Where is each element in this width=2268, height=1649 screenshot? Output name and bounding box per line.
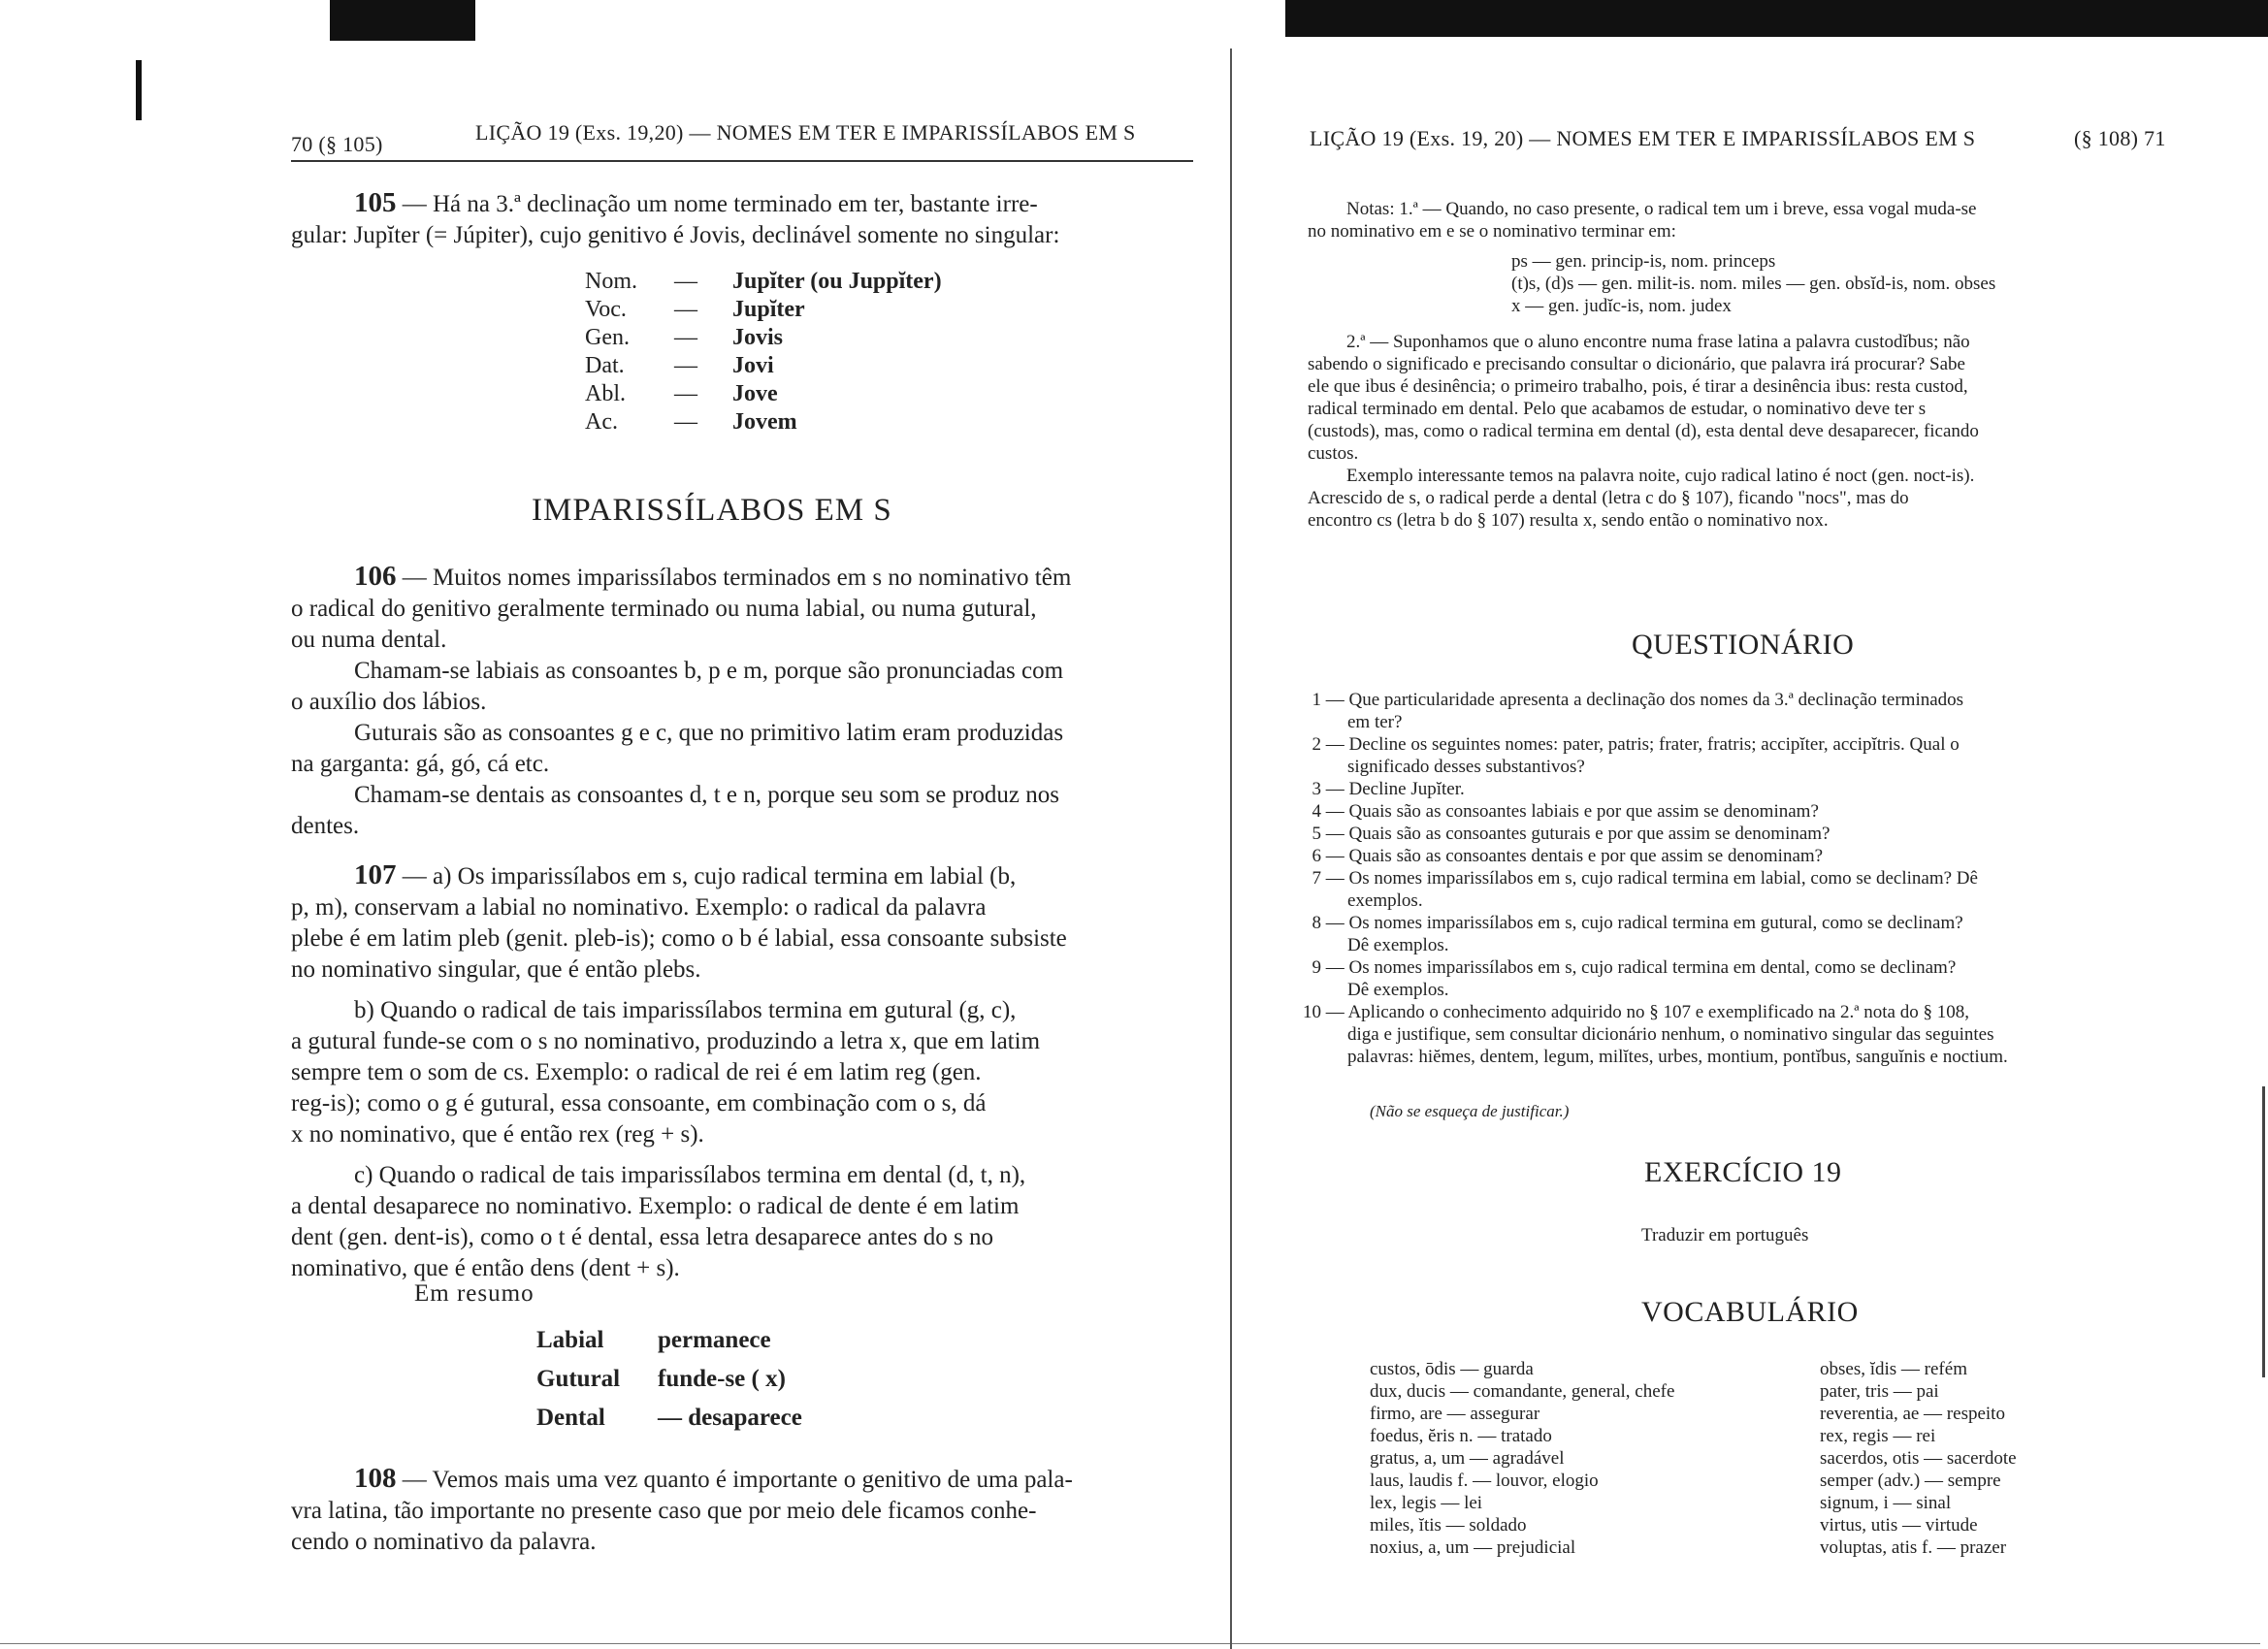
vocabulary-left-column: custos, ōdis — guarda dux, ducis — comandante, general, chefe firmo, are — assegurar foedus, ĕris n. — tratado gratus, a, um — agradável laus, laudis f. — louvor, elogio lex, legis — lei miles, ĭtis — soldado noxius, a, um — prejudicial bbox=[1370, 1359, 1675, 1558]
summary-table: Labial permanece Gutural funde-se ( x) Dental — desaparece bbox=[536, 1327, 802, 1431]
declension-row: Voc. — Jupĭter bbox=[585, 297, 805, 322]
question-item: 9 — Os nomes imparissílabos em s, cujo radical termina em dental, como se declinam? Dê exemplos. bbox=[1312, 957, 1957, 1000]
vocabulario-title: VOCABULÁRIO bbox=[1641, 1296, 1859, 1328]
vocabulary-right-column: obses, ĭdis — refém pater, tris — pai reverentia, ae — respeito rex, regis — rei sacerdos, otis — sacerdote semper (adv.) — sempre signum, i — sinal virtus, utis — virtude voluptas, atis f. — prazer bbox=[1820, 1359, 2017, 1558]
left-header-title: LIÇÃO 19 (Exs. 19,20) — NOMES EM TER E IMPARISSÍLABOS EM S bbox=[475, 120, 1136, 145]
question-item: 2 — Decline os seguintes nomes: pater, patris; frater, fratris; accipĭter, accipĭtris. Qual o significado desses substantivos? bbox=[1312, 734, 1960, 777]
left-bottom-edge bbox=[0, 1643, 1230, 1644]
paragraph-number: 105 bbox=[354, 187, 397, 218]
question-item: 4 — Quais são as consoantes labiais e por que assim se denominam? bbox=[1312, 801, 1819, 822]
right-page bbox=[1232, 0, 2268, 1649]
right-header-title: LIÇÃO 19 (Exs. 19, 20) — NOMES EM TER E IMPARISSÍLABOS EM S bbox=[1310, 126, 1976, 150]
right-header-page-number: (§ 108) 71 bbox=[2074, 126, 2166, 150]
section-title: IMPARISSÍLABOS EM S bbox=[532, 493, 892, 528]
declension-row: Nom. — Jupĭter (ou Juppĭter) bbox=[585, 269, 942, 294]
question-item: 5 — Quais são as consoantes guturais e por que assim se denominam? bbox=[1312, 824, 1831, 844]
summary-label: Em resumo bbox=[414, 1280, 535, 1307]
paragraph-107: 107 — a) Os imparissílabos em s, cujo radical termina em labial (b, p, m), conservam a labial no nominativo. Exemplo: o radical da palavra plebe é em latim pleb (genit. pleb-is); como o b é labial, essa consoante subsiste no nominativo singular, que é então plebs. b) Quando o radical de tais imparissílabos termina em gutural (g, c), a gutural funde-se com o s no nominativo, produzindo a letra x, que em latim sempre tem o som de cs. Exemplo: o radical de rei é em latim reg (gen. reg-is); como o g é gutural, essa consoante, em combinação com o s, dá x no nominativo, que é então rex (reg + s). c) Quando o radical de tais imparissílabos termina em dental (d, t, n), a dental desaparece no nominativo. Exemplo: o radical de dente é em latim dent (gen. dent-is), como o t é dental, essa letra desaparece antes do s no nominativo, que é então dens (dent + s). bbox=[291, 859, 1067, 1281]
question-item: 1 — Que particularidade apresenta a declinação dos nomes da 3.ª declinação terminados em ter? bbox=[1312, 690, 1964, 732]
left-header-rule bbox=[291, 160, 1193, 162]
questions-list bbox=[1292, 689, 2008, 1068]
reminder-note: (Não se esqueça de justificar.) bbox=[1370, 1102, 1570, 1120]
declension-row: Abl. — Jove bbox=[585, 381, 778, 406]
declension-row: Dat. — Jovi bbox=[585, 353, 774, 378]
declension-row: Gen. — Jovis bbox=[585, 325, 784, 350]
exercicio-subtitle: Traduzir em português bbox=[1641, 1225, 1809, 1245]
question-item: 3 — Decline Jupĭter. bbox=[1312, 779, 1465, 799]
paragraph-108: 108 — Vemos mais uma vez quanto é importante o genitivo de uma pala- vra latina, tão importante no presente caso que por meio dele ficamos conhe- cendo o nominativo da palavra. bbox=[291, 1463, 1073, 1555]
question-item: 10 — Aplicando o conhecimento adquirido no § 107 e exemplificado na 2.ª nota do § 108, diga e justifique, sem consultar dicionário nenhum, o nominativo singular das seguintes palavras: hiĕmes, dentem, legum, milĭtes, urbes, montium, pontĭbus, sanguĭnis e noctium. bbox=[1303, 1002, 2008, 1067]
notes-block: Notas: 1.ª — Quando, no caso presente, o radical tem um i breve, essa vogal muda-se no nominativo em e se o nominativo terminar em: ps — gen. princip-is, nom. princeps (t)s, (d)s — gen. milit-is. nom. miles — gen. obsĭd-is, nom. obses x — gen. judĭc-is, nom. judex 2.ª — Suponhamos que o aluno encontre numa frase latina a palavra custodĭbus; não sabendo o significado e precisando consultar o dicionário, que palavra irá procurar? Sabe ele que ibus é desinência; o primeiro trabalho, pois, é tirar a desinência ibus: resta custod, radical terminado em dental. Pelo que acabamos de estudar, o nominativo deve ter s (custods), mas, como o radical termina em dental (d), esta dental deve desaparecer, ficando custos. Exemplo interessante temos na palavra noite, cujo radical latino é noct (gen. noct-is). Acrescido de s, o radical perde a dental (letra c do § 107), ficando "nocs", mas do encontro cs (letra b do § 107) resulta x, sendo então o nominativo nox. bbox=[1308, 199, 1996, 531]
question-item: 8 — Os nomes imparissílabos em s, cujo radical termina em gutural, como se declinam? Dê exemplos. bbox=[1312, 913, 1963, 955]
question-item: 7 — Os nomes imparissílabos em s, cujo radical termina em labial, como se declinam? Dê exemplos. bbox=[1312, 868, 1978, 911]
questionario-title: QUESTIONÁRIO bbox=[1632, 629, 1855, 661]
right-bottom-edge bbox=[1232, 1643, 2260, 1644]
exercicio-title: EXERCÍCIO 19 bbox=[1644, 1156, 1842, 1188]
question-item: 6 — Quais são as consoantes dentais e por que assim se denominam? bbox=[1312, 846, 1824, 866]
left-header-page-number: 70 (§ 105) bbox=[291, 132, 383, 156]
paragraph-106: 106 — Muitos nomes imparissílabos terminados em s no nominativo têm o radical do genitivo geralmente terminado ou numa labial, ou numa gutural, ou numa dental. Chamam-se labiais as consoantes b, p e m, porque são pronunciadas com o auxílio dos lábios. Guturais são as consoantes g e c, que no primitivo latim eram produzidas na garganta: gá, gó, cá etc. Chamam-se dentais as consoantes d, t e n, porque seu som se produz nos dentes. bbox=[291, 561, 1072, 839]
paragraph-105: 105 — Há na 3.ª declinação um nome terminado em ter, bastante irre- gular: Jupĭter (= Júpiter), cujo genitivo é Jovis, declinável somente no singular: bbox=[291, 187, 1060, 248]
declension-row: Ac. — Jovem bbox=[585, 409, 797, 435]
declension-table bbox=[585, 268, 942, 436]
